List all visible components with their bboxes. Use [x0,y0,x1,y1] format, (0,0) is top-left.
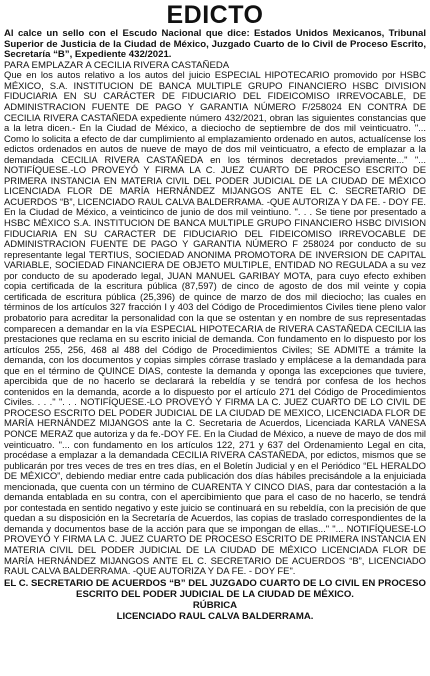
signatory-title: EL C. SECRETARIO DE ACUERDOS “B” DEL JUZGADO CUARTO DE LO CIVIL EN PROCESO ESCRITO DEL PODER JUDICIAL DE LA CIUDAD DE MÉXICO. [4,577,426,600]
signature-label: RÚBRICA [192,599,238,611]
document-title: EDICTO [166,1,264,29]
edict-body-text: Que en los autos relativo a los autos del juicio ESPECIAL HIPOTECARIO promovido por HSBC MÉXICO, S.A. INSTITUCION DE BANCA MULTIPLE GRUPO FINANCIERO HSBC DIVISION FIDUCIARIA EN SU CARÁCTER DE FIDUCIARIO DEL FIDEICOMISO IRREVOCABLE, DE ADMINISTRACION FUENTE DE PAGO Y GARANTIA NÚMERO F/258024 EN CONTRA DE CECILIA RIVERA CASTAÑEDA expediente número 432/2021, obran las siguientes constancias que a la letra dicen.- En la Ciudad de México, a dieciocho de septiembre de dos mil veinticuatro. "... Como lo solicita a efecto de dar cumplimiento al emplazamiento ordenado en autos, actualícense los edictos ordenados en autos de nueve de mayo de dos mil veinticuatro, a efecto de emplazar a la demandada CECILIA RIVERA CASTAÑEDA en los términos decretados previamente..." "... NOTIFÍQUESE.-LO PROVEYÓ Y FIRMA LA C. JUEZ CUARTO DE PROCESO ESCRITO DE PRIMERA INSTANCIA EN MATERIA CIVIL DEL PODER JUDICIAL DE LA CIUDAD DE MÉXICO LICENCIADA FLOR DE MARÍA HERNÁNDEZ MIJANGOS ANTE EL C. SECRETARIO DE ACUERDOS “B”, LICENCIADO RAUL CALVA BALDERRAMA. -QUE AUTORIZA Y DA FE. - DOY FE. En la Ciudad de México, a veinticinco de junio de dos mil veintiuno. ". . . Se tiene por presentado a HSBC MÉXICO S.A. INSTITUCION DE BANCA MULTIPLE GRUPO FINANCIERO HSBC DIVISION FIDUCIARIA EN SU CARACTER DE FIDUCIARIO DEL FIDEICOMISO IRREVOCABLE DE ADMINISTRACION FUENTE DE PAGO Y GARANTIA NÚMERO F 258024 por conducto de su representante legal TERTIUS, SOCIEDAD ANONIMA PROMOTORA DE INVERSION DE CAPITAL VARIABLE, SOCIEDAD FINANCIERA DE OBJETO MULTIPLE, ENTIDAD NO REGULADA a su vez por conducto de su apoderado legal, JUAN MANUEL GARIBAY MOTA, para cuyo efecto exhiben copia certificada de la escritura pública (87,597) de cinco de agosto de dos mil veinte y copia certificada de escritura pública (25,396) de quince de marzo de dos mil dieciocho; las cuales en términos de los artículos 327 fracción I y 403 del Código de Procedimientos Civiles tiene pleno valor probatorio para acreditar la personalidad con la que se ostentan y en nombre de sus representadas comparecen a demandar en la vía ESPECIAL HIPOTECARIA de RIVERA CASTAÑEDA CECILIA las prestaciones que reclama en su escrito inicial de demanda. Con fundamento en lo dispuesto por los artículos 255, 256, 468 al 488 del Código de Procedimientos Civiles; SE ADMITE a trámite la demanda, con los documentos y copias simples córrase traslado y emplácese a la demandada para que en el término de QUINCE DIAS, conteste la demanda y oponga las excepciones que tuviere, apercibida que de no hacerlo se declarará la rebeldía y se tendrá por confesa de los hechos contenidos en la demanda, acorde a lo dispuesto por el artículo 271 del Código de Procedimientos Civiles. . . ." ". . . NOTIFÍQUESE.-LO PROVEYÓ Y FIRMA LA C. JUEZ CUARTO DE LO CIVIL DE PROCESO ESCRITO DEL PODER JUDICIAL DE LA CIUDAD DE MEXICO, LICENCIADA FLOR DE MARÍA HERNÁNDEZ MIJANGOS ante la C. Secretaria de Acuerdos, Licenciada KARLA VANESA PONCE MERAZ que autoriza y da fe.-DOY FE. En la Ciudad de México, a nueve de mayo de dos mil veinticuatro. "... con fundamento en los artículos 122, 271 y 637 del Ordenamiento Legal en cita, procédase a emplazar a la demandada CECILIA RIVERA CASTAÑEDA, por edictos, mismos que se publicarán por tres veces de tres en tres días, en el Boletín Judicial y en el Periódico “EL HERALDO DE MÉXICO”, debiendo mediar entre cada publicación dos días hábiles precisándole a la enjuiciada mencionada, que cuenta con un término de CUARENTA Y CINCO DIAS, para dar contestación a la demanda entablada en su contra, con el apercibimiento que para el caso de no hacerlo, se tendrá por contestada en sentido negativo y este juicio se continuará en su rebeldía, con la precisión de que quedan a su disposición en la Secretaría de Acuerdos, las copias de traslado correspondientes de la demanda y documentos base de la acción para que se impongan de ellas..." "... NOTIFÍQUESE-LO PROVEYÓ Y FIRMA LA C. JUEZ CUARTO DE PROCESO ESCRITO DE PRIMERA INSTANCIA EN MATERIA CIVIL DEL PODER JUDICIAL DE LA CIUDAD DE MÉXICO LICENCIADA FLOR DE MARÍA HERNÁNDEZ MIJANGOS ANTE EL C. SECRETARIO DE ACUERDOS “B”, LICENCIADO RAUL CALVA BALDERRAMA. -QUE AUTORIZA Y DA FE. - DOY FE". [4,70,426,578]
court-seal-header: Al calce un sello con el Escudo Nacional que dice: Estados Unidos Mexicanos, Tribunal Superior de Justicia de la Ciudad de México, Juzgado Cuarto de lo Civil de Proceso Escrito, Secretaría “B”, Expediente 432/2021. [4,28,426,61]
summons-recipient: PARA EMPLAZAR A CECILIA RIVERA CASTAÑEDA [4,59,230,71]
signatory-name: LICENCIADO RAUL CALVA BALDERRAMA. [116,610,314,622]
